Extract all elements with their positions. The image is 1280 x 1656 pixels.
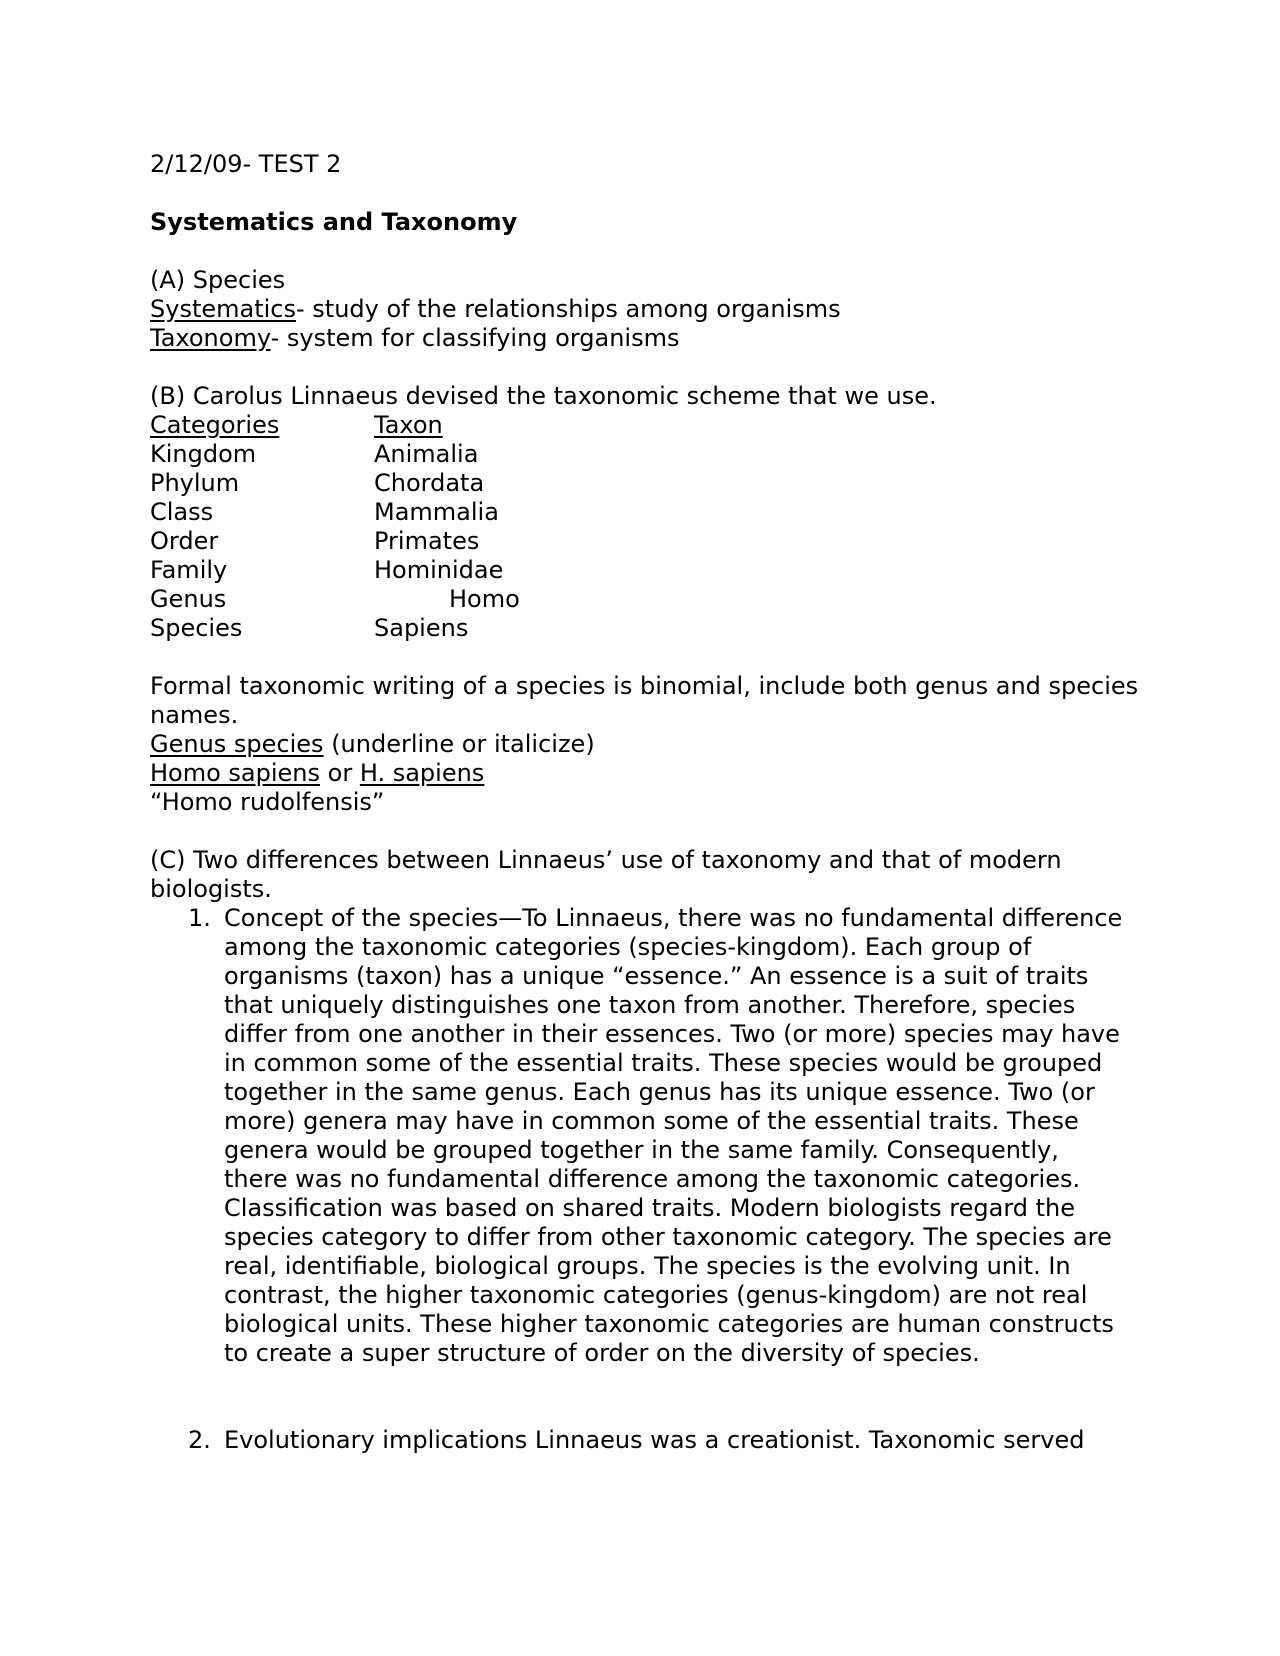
document-body (150, 150, 1150, 1455)
category-cell: Kingdom (150, 440, 257, 468)
list-number: 1. (188, 904, 211, 932)
taxon-cell: Homo (449, 585, 520, 613)
binomial-example-3: “Homo rudolfensis” (150, 788, 385, 816)
list-item (150, 1426, 1150, 1455)
category-cell: Family (150, 556, 228, 584)
section-a-heading: (A) Species (150, 266, 286, 294)
category-cell: Species (150, 614, 243, 642)
term-systematics: Systematics (150, 295, 296, 323)
example-note: (underline or italicize) (323, 730, 595, 758)
list-item-text: Concept of the species—To Linnaeus, there was no fundamental difference among the taxonomic categories (species-kingdom). Each group of organisms (taxon) has a unique “essence.” An essence is a suit of traits that uniquely distinguishes one taxon from another. Therefore, species differ from one another in their essences. Two (or more) species may have in common some of the essential traits. These species would be grouped together in the same genus. Each genus has its unique essence. Two (or more) genera may have in common some of the essential traits. These genera would be grouped together in the same family. Consequently, there was no fundamental difference among the taxonomic categories. Classification was based on shared traits. Modern biologists regard the species category to differ from other taxonomic category. The species are real, identifiable, biological groups. The species is the evolving unit. In contrast, the higher taxonomic categories (genus-kingdom) are not real biological units. These higher taxonomic categories are human constructs to create a super structure of order on the diversity of species. (224, 904, 1123, 1367)
homo-sapiens-term: Homo sapiens (150, 759, 321, 787)
table-row (150, 440, 1150, 469)
column-header-taxon: Taxon (374, 411, 443, 439)
taxon-cell: Hominidae (374, 556, 504, 584)
definition-text: - study of the relationships among organisms (295, 295, 841, 323)
binomial-example-1 (150, 730, 1150, 759)
column-header-categories: Categories (150, 411, 280, 439)
taxon-cell: Primates (374, 527, 480, 555)
taxon-cell: Sapiens (374, 614, 469, 642)
section-b-heading: (B) Carolus Linnaeus devised the taxonomic scheme that we use. (150, 382, 937, 410)
section-c-heading: (C) Two differences between Linnaeus’ use of taxonomy and that of modern biologists. (150, 846, 1062, 903)
taxon-cell: Animalia (374, 440, 479, 468)
table-row (150, 556, 1150, 585)
table-row (150, 527, 1150, 556)
or-text: or (320, 759, 360, 787)
definition-text: - system for classifying organisms (270, 324, 680, 352)
h-sapiens-term: H. sapiens (359, 759, 485, 787)
category-cell: Class (150, 498, 214, 526)
table-row (150, 469, 1150, 498)
taxonomy-table-header (150, 411, 1150, 440)
category-cell: Genus (150, 585, 227, 613)
list-number: 2. (188, 1426, 211, 1454)
table-row (150, 585, 1150, 614)
table-row (150, 614, 1150, 643)
genus-species-term: Genus species (150, 730, 324, 758)
definition-taxonomy (150, 324, 1150, 353)
document-title: Systematics and Taxonomy (150, 208, 518, 236)
category-cell: Phylum (150, 469, 240, 497)
date-line: 2/12/09- TEST 2 (150, 150, 342, 178)
category-cell: Order (150, 527, 219, 555)
table-row (150, 498, 1150, 527)
list-item-text: Evolutionary implications Linnaeus was a creationist. Taxonomic served (224, 1426, 1085, 1454)
differences-list (150, 904, 1150, 1455)
taxon-cell: Mammalia (374, 498, 499, 526)
definition-systematics (150, 295, 1150, 324)
taxon-cell: Chordata (374, 469, 485, 497)
list-item (150, 904, 1150, 1368)
binomial-intro: Formal taxonomic writing of a species is binomial, include both genus and species names. (150, 672, 1139, 729)
term-taxonomy: Taxonomy (150, 324, 271, 352)
binomial-example-2 (150, 759, 1150, 788)
